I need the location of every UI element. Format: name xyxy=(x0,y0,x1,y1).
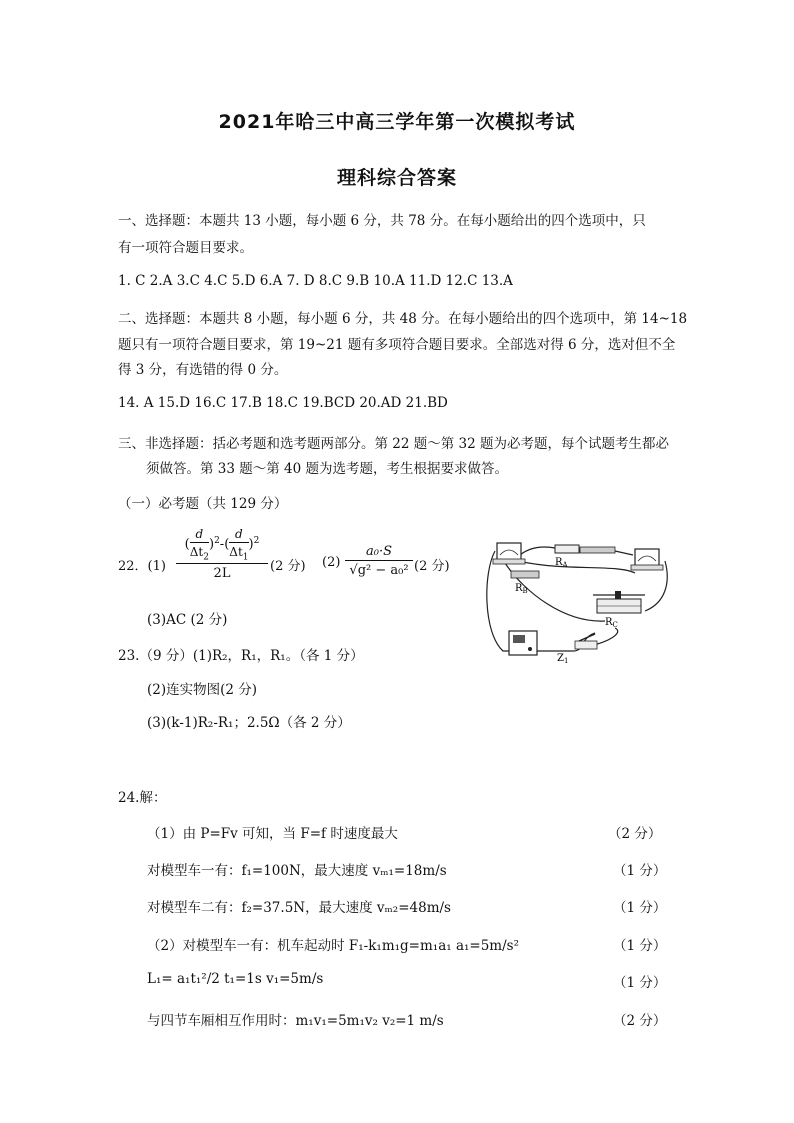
f1-dt-a-sub: 2 xyxy=(203,552,209,563)
f1-dt-a: Δt xyxy=(189,545,204,559)
galvanometer-icon xyxy=(493,543,525,564)
rheostat-rc-icon xyxy=(593,591,645,613)
q24-row-score: （1 分） xyxy=(613,900,667,916)
q24-row-text: 对模型车一有：f₁=100N，最大速度 vₘ₁=18m/s xyxy=(147,863,447,879)
resistor-rb-icon xyxy=(511,571,539,578)
q24-row-score: （1 分） xyxy=(613,975,667,991)
f1-d-a: d xyxy=(190,527,209,543)
q24-row-text: （1）由 P=Fv 可知，当 F=f 时速度最大 xyxy=(147,826,398,842)
required-section-header: （一）必考题（共 129 分） xyxy=(118,496,288,512)
page-subtitle: 理科综合答案 xyxy=(336,167,457,189)
section1-line2: 有一项符合题目要求。 xyxy=(118,240,253,256)
q22-part2-label: (2) xyxy=(322,555,341,570)
q24-row-score: （1 分） xyxy=(613,938,667,954)
q24-row-score: （1 分） xyxy=(613,863,667,879)
q24-row-score: （2 分） xyxy=(613,1013,667,1029)
formula2-denominator: √g² − a₀² xyxy=(349,563,409,578)
power-supply-icon xyxy=(509,631,537,655)
section2-answers: 14. A 15.D 16.C 17.B 18.C 19.BCD 20.AD 21.BD xyxy=(118,395,448,411)
f1-dt-b: Δt xyxy=(229,545,243,559)
circuit-diagram xyxy=(475,533,675,668)
q22-score1: (2 分) xyxy=(270,559,306,574)
q22-label: 22．(1) xyxy=(118,559,166,574)
section2-line3: 得 3 分，有选错的得 0 分。 xyxy=(118,362,288,378)
section2-line1: 二、选择题：本题共 8 小题，每小题 6 分，共 48 分。在每小题给出的四个选项中，第 14~18 xyxy=(118,311,688,327)
q22-formula1 xyxy=(176,527,268,581)
q24-row-score: （2 分） xyxy=(608,826,662,842)
f1-d-b: d xyxy=(229,527,248,543)
page-title: 2021年哈三中高三学年第一次模拟考试 xyxy=(218,111,576,133)
q23-line1: 23.（9 分）(1)R₂，R₁，R₁。（各 1 分） xyxy=(118,648,364,664)
wire-top-right xyxy=(615,551,633,555)
q23-line3: (3)(k-1)R₂-R₁；2.5Ω（各 2 分） xyxy=(147,715,351,731)
f1-square-b: 2 xyxy=(253,535,260,546)
q24-row-text: 与四节车厢相互作用时：m₁v₁=5m₁v₂ v₂=1 m/s xyxy=(147,1013,444,1029)
section3-line2: 须做答。第 33 题～第 40 题为选考题，考生根据要求做答。 xyxy=(146,461,509,477)
section1-line1: 一、选择题：本题共 13 小题，每小题 6 分，共 78 分。在每小题给出的四个选项中，只 xyxy=(118,213,646,229)
resistor-ra-icon xyxy=(555,545,615,553)
q24-row-text: 对模型车二有：f₂=37.5N，最大速度 vₘ₂=48m/s xyxy=(147,900,451,916)
section1-answers: 1. C 2.A 3.C 4.C 5.D 6.A 7. D 8.C 9.B 10.A 11.D 12.C 13.A xyxy=(118,273,513,289)
q22-part3: (3)AC (2 分) xyxy=(147,612,228,628)
f1-minus: - xyxy=(219,537,225,553)
label-ra: $R_A$ xyxy=(555,557,568,569)
q24-row-text: L₁= a₁t₁²/2 t₁=1s v₁=5m/s xyxy=(147,971,324,987)
q22-score2: (2 分) xyxy=(414,559,450,574)
label-rc: $R_C$ xyxy=(605,617,618,629)
q22-formula2 xyxy=(345,544,413,578)
q24-row-text: （2）对模型车一有：机车起动时 F₁-k₁m₁g=m₁a₁ a₁=5m/s² xyxy=(147,938,519,954)
label-z1: $Z_1$ xyxy=(557,653,569,665)
f1-dt-b-sub: 1 xyxy=(242,552,249,563)
q24-label: 24.解： xyxy=(118,790,167,806)
formula1-denominator: 2L xyxy=(213,566,231,582)
switch-icon xyxy=(575,634,597,649)
formula1-numerator: ( $\frac{d}{\Delta t_2}$ )$^2$-( $\frac{d}{\Delta t_1}$ )$^2$ xyxy=(176,527,268,564)
formula2-numerator: a₀·S xyxy=(345,544,413,561)
section3-line1: 三、非选择题：括必考题和选考题两部分。第 22 题～第 32 题为必考题，每个试题考生都必 xyxy=(118,436,670,452)
f1-square-a: 2 xyxy=(214,535,220,546)
section2-line2: 题只有一项符合题目要求，第 19~21 题有多项符合题目要求。全部选对得 6 分，选对但不全 xyxy=(118,337,676,353)
q23-line2: (2)连实物图(2 分) xyxy=(147,682,258,698)
label-rb: $R_B$ xyxy=(515,583,528,595)
ammeter-icon xyxy=(631,549,663,570)
